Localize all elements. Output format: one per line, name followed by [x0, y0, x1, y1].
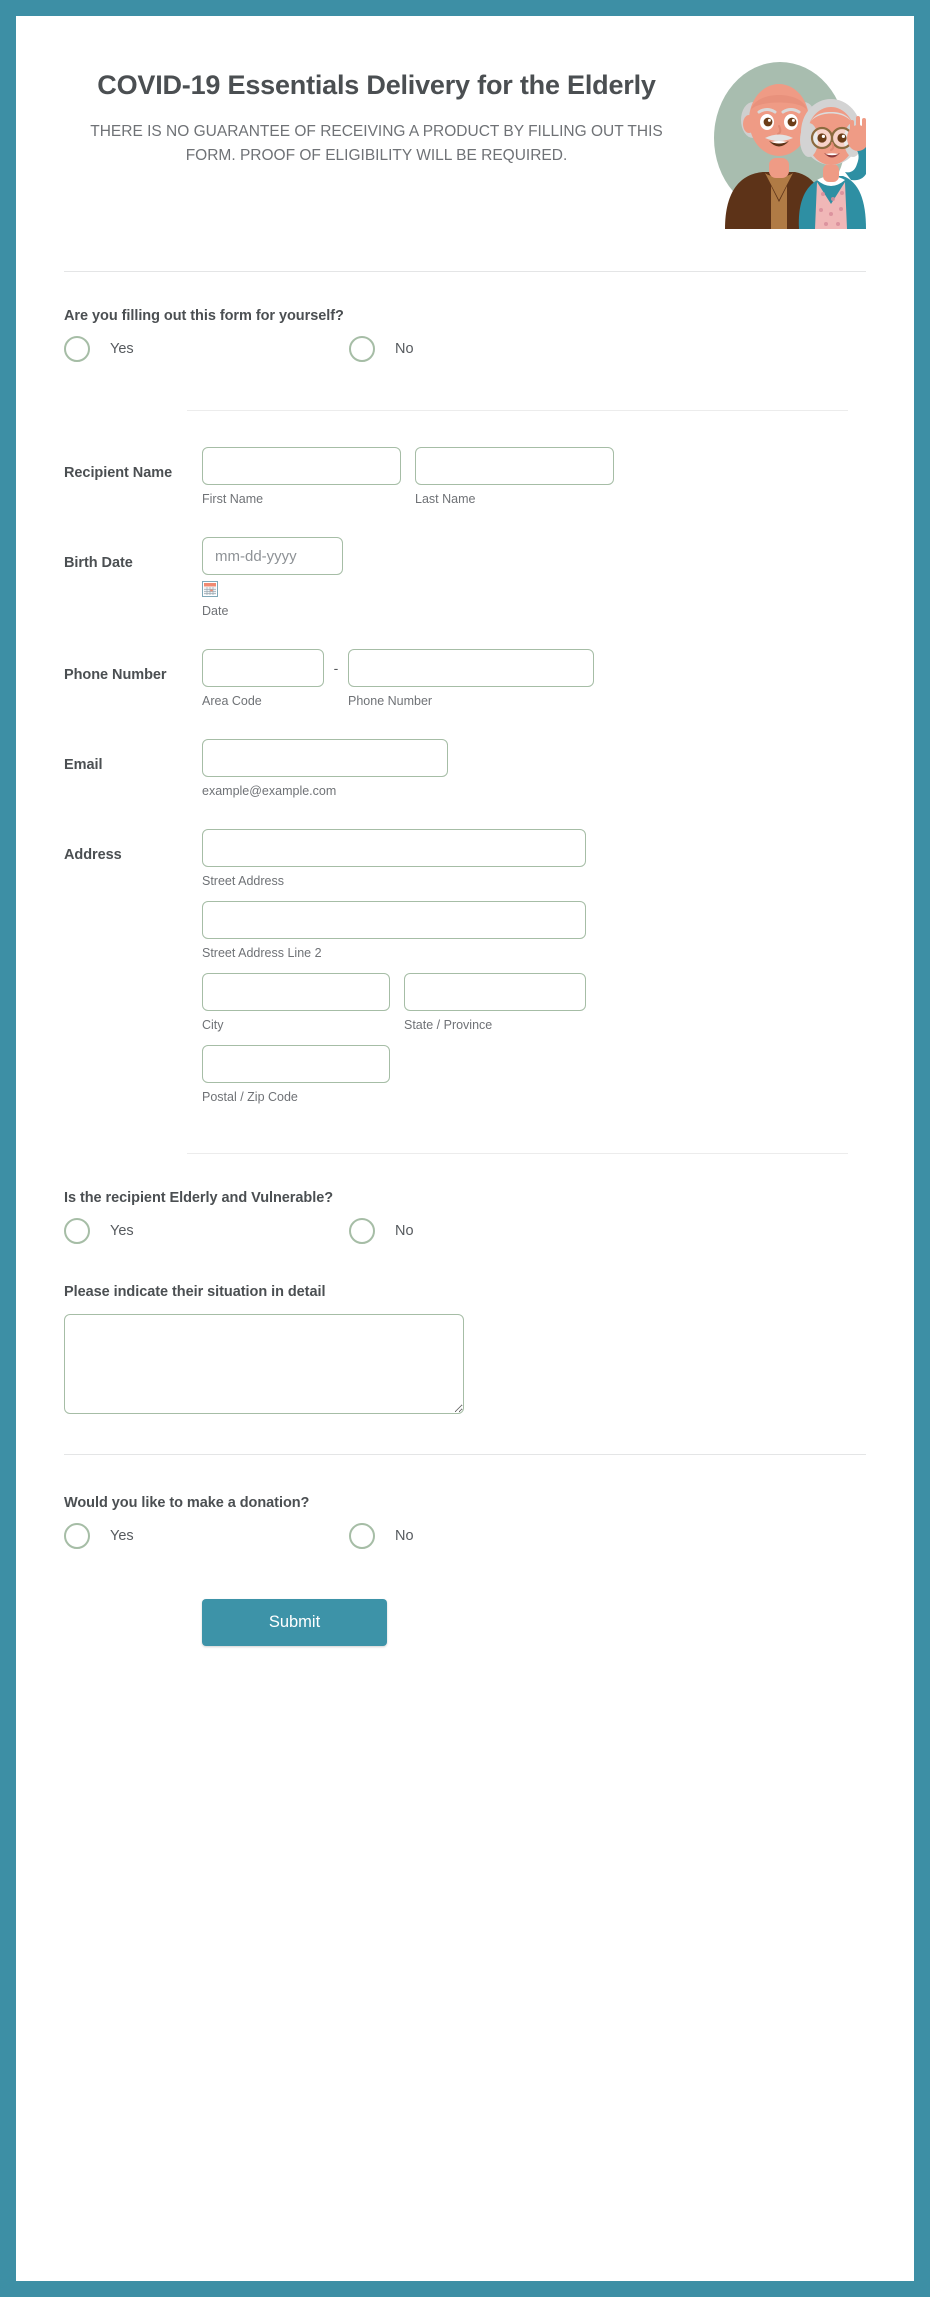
page-title: COVID-19 Essentials Delivery for the Elderly	[97, 70, 656, 100]
street-address-group	[202, 829, 586, 889]
radio-label: Yes	[110, 1528, 134, 1544]
area-code-sublabel: Area Code	[202, 694, 262, 708]
phone-separator: -	[333, 660, 339, 676]
question-donation	[22, 1495, 908, 1549]
radio-option-no[interactable]	[349, 1523, 414, 1549]
phone-number-sublabel: Phone Number	[348, 694, 433, 708]
field-controls	[202, 739, 866, 799]
state-sublabel: State / Province	[404, 1018, 493, 1032]
calendar-icon[interactable]	[202, 581, 218, 597]
question-situation-detail	[22, 1284, 908, 1414]
state-group	[404, 973, 586, 1033]
field-controls	[202, 649, 866, 709]
field-label: Birth Date	[64, 555, 133, 571]
radio-label: Yes	[110, 341, 134, 357]
email-sublabel: example@example.com	[202, 784, 337, 798]
field-label: Email	[64, 757, 103, 773]
question-label: Please indicate their situation in detail	[64, 1284, 326, 1300]
zip-group	[202, 1045, 390, 1105]
street-address-input[interactable]	[202, 829, 586, 867]
field-controls	[202, 447, 866, 507]
question-label: Are you filling out this form for yourself?	[64, 308, 344, 324]
header-text-block	[64, 52, 683, 168]
field-controls	[202, 537, 866, 619]
submit-spacer	[64, 1599, 202, 1646]
field-recipient-name	[22, 447, 908, 507]
radio-circle-icon[interactable]	[64, 336, 90, 362]
field-email	[22, 739, 908, 799]
radio-circle-icon[interactable]	[349, 1523, 375, 1549]
city-input[interactable]	[202, 973, 390, 1011]
street-address-2-sublabel: Street Address Line 2	[202, 946, 322, 960]
area-code-input[interactable]	[202, 649, 324, 687]
radio-option-yes[interactable]	[64, 1523, 349, 1549]
phone-number-group	[348, 649, 594, 709]
email-input[interactable]	[202, 739, 448, 777]
field-label: Recipient Name	[64, 465, 173, 481]
city-group	[202, 973, 390, 1033]
question-label: Is the recipient Elderly and Vulnerable?	[64, 1190, 334, 1206]
radio-circle-icon[interactable]	[64, 1523, 90, 1549]
first-name-sublabel: First Name	[202, 492, 264, 506]
radio-label: No	[395, 1528, 414, 1544]
radio-option-no[interactable]	[349, 1218, 414, 1244]
email-group	[202, 739, 448, 799]
field-birth-date	[22, 537, 908, 619]
field-label: Address	[64, 847, 122, 863]
radio-option-yes[interactable]	[64, 1218, 349, 1244]
first-name-input[interactable]	[202, 447, 401, 485]
radio-group-self-fill	[64, 336, 866, 362]
birth-date-sublabel: Date	[202, 604, 229, 618]
question-self-fill	[22, 308, 908, 362]
birth-date-input[interactable]	[202, 537, 343, 575]
zip-sublabel: Postal / Zip Code	[202, 1090, 298, 1104]
field-controls	[202, 829, 866, 1105]
field-address	[22, 829, 908, 1105]
first-name-group	[202, 447, 401, 507]
radio-circle-icon[interactable]	[349, 1218, 375, 1244]
state-input[interactable]	[404, 973, 586, 1011]
field-label: Phone Number	[64, 667, 167, 683]
question-elderly-vulnerable	[22, 1190, 908, 1244]
phone-number-input[interactable]	[348, 649, 594, 687]
form-card	[22, 22, 908, 2275]
last-name-group	[415, 447, 614, 507]
last-name-input[interactable]	[415, 447, 614, 485]
submit-row	[22, 1599, 908, 1646]
elderly-couple-illustration	[691, 54, 866, 229]
radio-option-no[interactable]	[349, 336, 414, 362]
submit-button[interactable]: Submit	[202, 1599, 387, 1646]
radio-circle-icon[interactable]	[64, 1218, 90, 1244]
radio-group-donation	[64, 1523, 866, 1549]
radio-label: No	[395, 341, 414, 357]
birth-date-group	[202, 537, 343, 619]
situation-detail-textarea[interactable]	[64, 1314, 464, 1414]
radio-circle-icon[interactable]	[349, 336, 375, 362]
radio-group-elderly-vulnerable	[64, 1218, 866, 1244]
area-code-group	[202, 649, 324, 709]
last-name-sublabel: Last Name	[415, 492, 476, 506]
street-address-sublabel: Street Address	[202, 874, 284, 888]
page-subtitle: THERE IS NO GUARANTEE OF RECEIVING A PRODUCT BY FILLING OUT THIS FORM. PROOF OF ELIGIBILITY WILL BE REQUIRED.	[90, 123, 663, 165]
question-label: Would you like to make a donation?	[64, 1495, 310, 1511]
form-header	[22, 22, 908, 229]
field-phone-number	[22, 649, 908, 709]
zip-input[interactable]	[202, 1045, 390, 1083]
radio-label: No	[395, 1223, 414, 1239]
street-address-2-input[interactable]	[202, 901, 586, 939]
radio-option-yes[interactable]	[64, 336, 349, 362]
radio-label: Yes	[110, 1223, 134, 1239]
city-sublabel: City	[202, 1018, 224, 1032]
street-address-2-group	[202, 901, 586, 961]
